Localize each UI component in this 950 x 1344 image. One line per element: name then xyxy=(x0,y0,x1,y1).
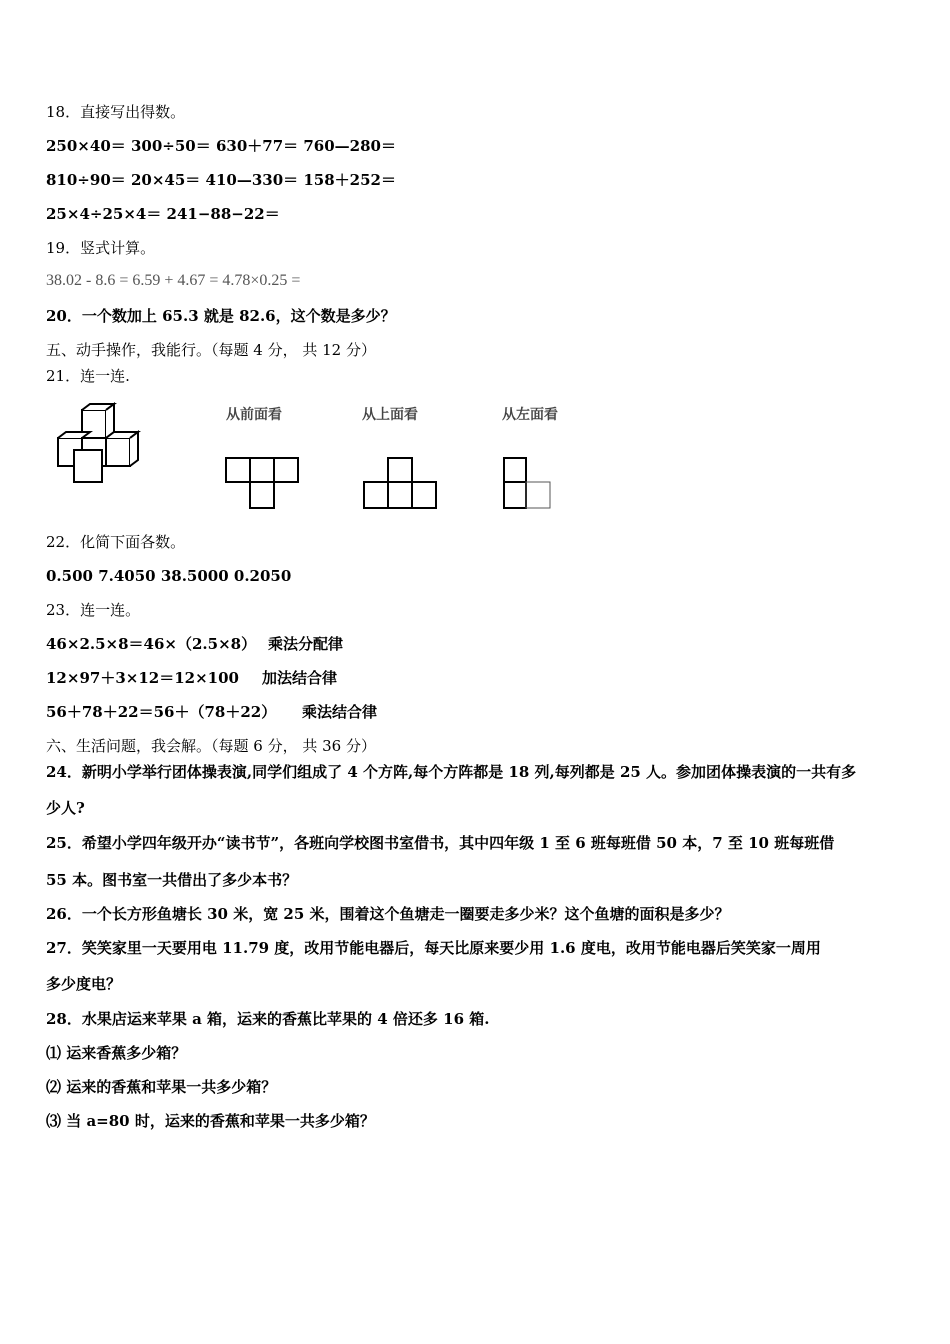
q22-values: 0.500 7.4050 38.5000 0.2050 xyxy=(46,567,292,585)
q27-line-1: 27．笑笑家里一天要用电 11.79 度，改用节能电器后，每天比原来要少用 1.6 度电，改用节能电器后笑笑家一周用 xyxy=(46,939,821,957)
q23-expr-1: 46×2.5×8＝46×（2.5×8） xyxy=(46,635,257,653)
q28-title: 28．水果店运来苹果 a 箱，运来的香蕉比苹果的 4 倍还多 16 箱. xyxy=(46,1010,490,1028)
view-label-front: 从前面看 xyxy=(226,407,282,423)
left-view-shape xyxy=(502,456,562,512)
q25-line-1: 25．希望小学四年级开办“读书节”，各班向学校图书室借书，其中四年级 1 至 6 班每班借 50 本，7 至 10 班每班借 xyxy=(46,834,835,852)
q23-expr-2: 12×97＋3×12＝12×100 xyxy=(46,669,239,687)
q21-title: 21．连一连. xyxy=(46,367,130,385)
top-view-shape xyxy=(362,456,442,512)
q26-text: 26．一个长方形鱼塘长 30 米，宽 25 米，围着这个鱼塘走一圈要走多少米？这个鱼塘的面积是多少？ xyxy=(46,905,730,923)
q21-figure xyxy=(46,400,586,520)
cube-solid-figure xyxy=(50,402,170,492)
q24-line-2: 少人? xyxy=(46,799,85,817)
q23-law-3: 乘法结合律 xyxy=(302,703,378,721)
q28-sub-2: ⑵ 运来的香蕉和苹果一共多少箱？ xyxy=(46,1078,277,1096)
q28-sub-1: ⑴ 运来香蕉多少箱？ xyxy=(46,1044,187,1062)
view-label-left: 从左面看 xyxy=(502,407,558,423)
q23-expr-3: 56＋78＋22＝56＋（78＋22） xyxy=(46,703,277,721)
q19-expressions: 38.02 - 8.6 = 6.59 + 4.67 = 4.78×0.25 = xyxy=(46,272,301,289)
q23-title: 23．连一连。 xyxy=(46,601,141,619)
q18-row-3: 25×4÷25×4＝ 241−88−22＝ xyxy=(46,205,280,223)
q18-row-2: 810÷90＝ 20×45＝ 410—330＝ 158＋252＝ xyxy=(46,171,396,189)
q22-title: 22．化简下面各数。 xyxy=(46,533,186,551)
q18-row-1: 250×40＝ 300÷50＝ 630＋77＝ 760—280＝ xyxy=(46,137,396,155)
q25-line-2: 55 本。图书室一共借出了多少本书？ xyxy=(46,871,298,889)
q28-sub-3: ⑶ 当 a=80 时，运来的香蕉和苹果一共多少箱？ xyxy=(46,1112,375,1130)
q19-title: 19．竖式计算。 xyxy=(46,239,156,257)
view-label-top: 从上面看 xyxy=(362,407,418,423)
q23-law-2: 加法结合律 xyxy=(262,669,338,687)
q20-text: 20．一个数加上 65.3 就是 82.6，这个数是多少？ xyxy=(46,307,396,325)
q27-line-2: 多少度电？ xyxy=(46,975,122,993)
q24-line-1: 24．新明小学举行团体操表演,同学们组成了 4 个方阵,每个方阵都是 18 列,每列都是 25 人。参加团体操表演的一共有多 xyxy=(46,763,857,781)
section-6-heading: 六、生活问题，我会解。（每题 6 分， 共 36 分） xyxy=(46,737,376,755)
section-5-heading: 五、动手操作，我能行。（每题 4 分， 共 12 分） xyxy=(46,341,376,359)
front-view-shape xyxy=(224,456,304,512)
q18-title: 18．直接写出得数。 xyxy=(46,103,186,121)
q23-law-1: 乘法分配律 xyxy=(268,635,344,653)
